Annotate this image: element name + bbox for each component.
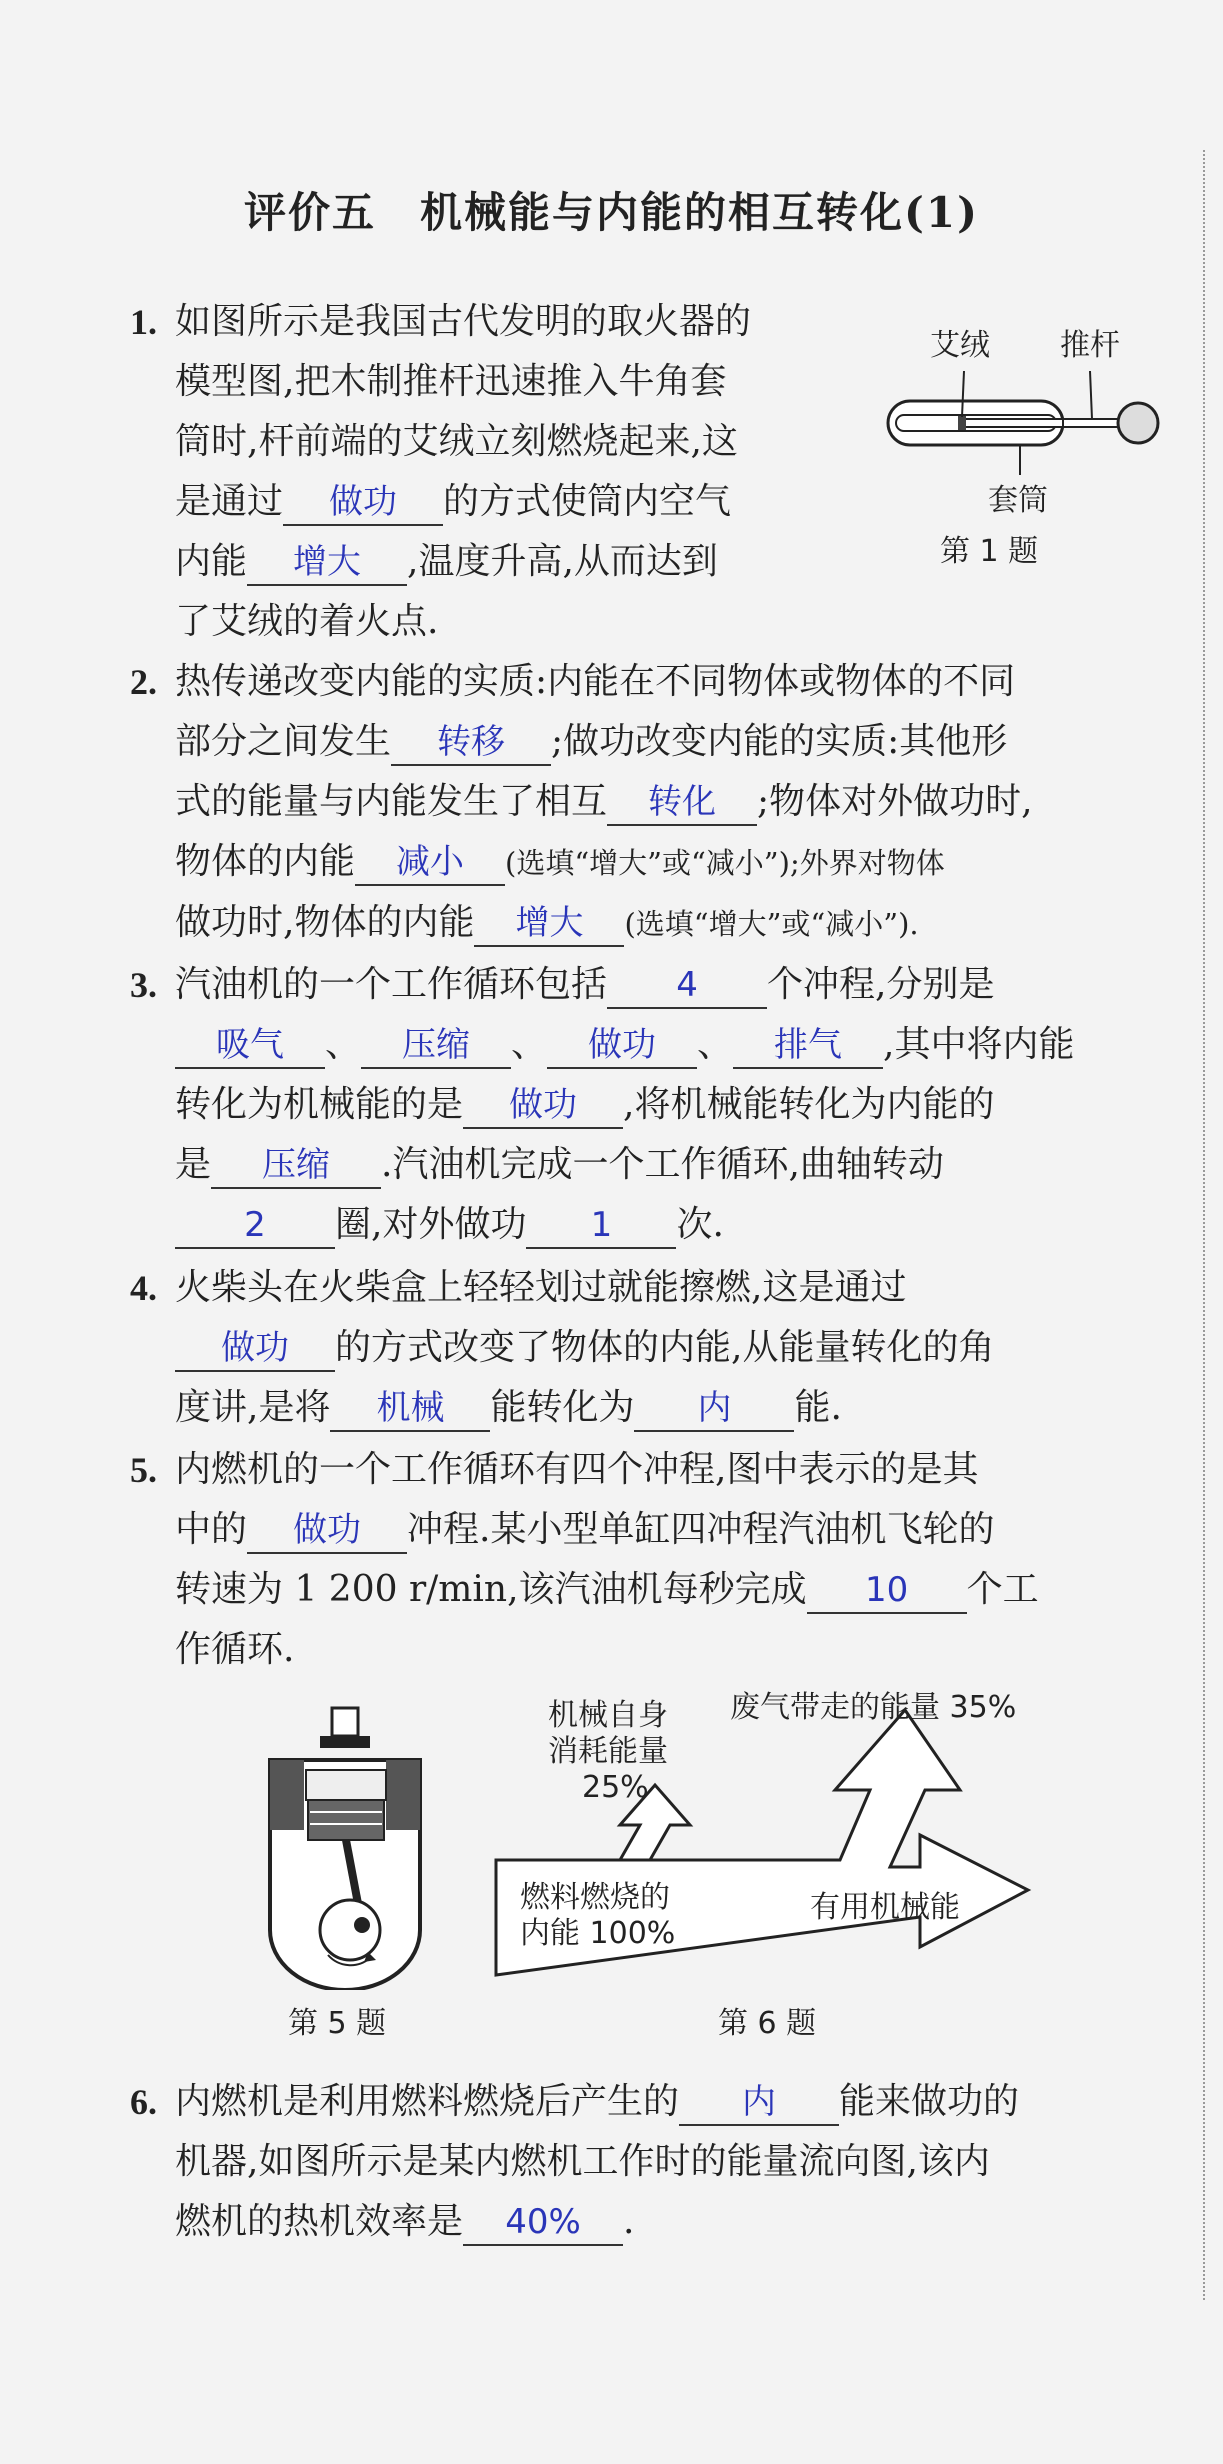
q4-text: 能转化为 — [490, 1387, 635, 1428]
question-number: 2. — [130, 662, 157, 702]
label-mech-loss-3: 25% — [582, 1770, 649, 1805]
question-5 — [130, 1440, 1150, 1680]
page-edge-dotted-line — [1203, 150, 1205, 2300]
answer-blank: 压缩 — [211, 1143, 381, 1189]
q2-text: (选填“增大”或“减小”). — [624, 907, 919, 941]
answer-blank: 做功 — [247, 1508, 407, 1554]
q3-line-2 — [175, 1015, 1150, 1075]
answer-blank: 压缩 — [361, 1023, 511, 1069]
q1-text: 内能 — [175, 541, 248, 582]
q3-text: ,其中将内能 — [883, 1024, 1075, 1065]
label-fuel-1: 燃料燃烧的 — [520, 1880, 670, 1915]
answer-blank: 10 — [807, 1568, 967, 1614]
q3-text: ,将机械能转化为内能的 — [623, 1084, 995, 1125]
q2-line-1: 热传递改变内能的实质:内能在不同物体或物体的不同 — [175, 661, 1016, 702]
question-number: 4. — [130, 1268, 157, 1308]
q2-text: 物体的内能 — [175, 841, 356, 882]
q3-text: 、 — [511, 1024, 548, 1065]
fire-piston-diagram — [870, 305, 1170, 585]
q2-text: (选填“增大”或“减小”);外界对物体 — [505, 846, 945, 880]
question-3 — [130, 955, 1150, 1255]
question-number: 1. — [130, 302, 157, 342]
answer-blank: 内 — [679, 2080, 839, 2126]
q5-text: 中的 — [175, 1509, 248, 1550]
q1-line-2: 模型图,把木制推杆迅速推入牛角套 — [175, 361, 727, 402]
q4-text: 度讲,是将 — [175, 1387, 331, 1428]
q3-text: 个冲程,分别是 — [767, 964, 995, 1005]
q3-line-3 — [175, 1075, 1150, 1135]
answer-blank: 4 — [607, 963, 767, 1009]
question-2 — [130, 652, 1150, 954]
q5-text: 转速为 1 200 r/min,该汽油机每秒完成 — [175, 1569, 807, 1610]
q3-text: 、 — [697, 1024, 734, 1065]
label-mech-loss-1: 机械自身 — [548, 1698, 668, 1733]
q5-line-2 — [175, 1500, 1150, 1560]
label-airong: 艾绒 — [930, 328, 990, 363]
q2-text: 做功时,物体的内能 — [175, 902, 475, 943]
answer-blank: 1 — [526, 1203, 676, 1249]
q2-line-3 — [175, 772, 1150, 832]
answer-blank: 排气 — [733, 1023, 883, 1069]
figure-1-caption: 第 1 题 — [940, 534, 1039, 569]
q4-text: 能. — [794, 1387, 842, 1428]
q5-text: 冲程.某小型单缸四冲程汽油机飞轮的 — [407, 1509, 995, 1550]
figure-5-engine — [250, 1700, 450, 1990]
q1-line-5 — [175, 532, 795, 592]
figure-6-energy-flow — [490, 1685, 1050, 1985]
q3-text: 次. — [676, 1204, 724, 1245]
q5-line-1: 内燃机的一个工作循环有四个冲程,图中表示的是其 — [175, 1449, 979, 1490]
q3-text: 是 — [175, 1144, 212, 1185]
q2-text: 式的能量与内能发生了相互 — [175, 781, 608, 822]
figure-6-caption: 第 6 题 — [718, 2006, 817, 2041]
question-6 — [130, 2072, 1150, 2252]
label-mech-loss-2: 消耗能量 — [548, 1734, 668, 1769]
answer-blank: 转移 — [391, 720, 551, 766]
question-1 — [130, 292, 795, 652]
q6-line-2: 机器,如图所示是某内燃机工作时的能量流向图,该内 — [175, 2141, 990, 2182]
figure-5-caption: 第 5 题 — [288, 2006, 387, 2041]
q3-text: .汽油机完成一个工作循环,曲轴转动 — [381, 1144, 944, 1185]
q1-text: 是通过 — [175, 481, 284, 522]
q2-line-2 — [175, 712, 1150, 772]
answer-blank: 40% — [463, 2200, 623, 2246]
figure-1-fire-piston — [870, 305, 1170, 585]
q2-text: ;做功改变内能的实质:其他形 — [551, 721, 1008, 762]
answer-blank: 减小 — [355, 840, 505, 886]
q3-line-5 — [175, 1195, 1150, 1255]
q5-line-3 — [175, 1560, 1150, 1620]
q1-text: ,温度升高,从而达到 — [407, 541, 718, 582]
q6-text: 燃机的热机效率是 — [175, 2201, 464, 2242]
answer-blank: 2 — [175, 1203, 335, 1249]
q2-text: ;物体对外做功时, — [757, 781, 1033, 822]
q5-text: 个工 — [966, 1569, 1039, 1610]
energy-flow-diagram — [490, 1685, 1050, 1985]
question-number: 6. — [130, 2082, 157, 2122]
answer-blank: 做功 — [547, 1023, 697, 1069]
q6-line-1 — [175, 2072, 1150, 2132]
q2-text: 部分之间发生 — [175, 721, 392, 762]
q3-text: 、 — [325, 1024, 362, 1065]
answer-blank: 内 — [634, 1386, 794, 1432]
q1-line-4 — [175, 472, 795, 532]
q4-line-2 — [175, 1318, 1150, 1378]
q3-text: 转化为机械能的是 — [175, 1084, 464, 1125]
label-taotong: 套筒 — [988, 483, 1048, 518]
q4-line-1: 火柴头在火柴盒上轻轻划过就能擦燃,这是通过 — [175, 1267, 907, 1308]
answer-blank: 做功 — [283, 480, 443, 526]
answer-blank: 转化 — [607, 780, 757, 826]
q6-text: . — [623, 2201, 635, 2242]
q6-line-3 — [175, 2192, 1150, 2252]
q1-text: 的方式使筒内空气 — [443, 481, 732, 522]
answer-blank: 做功 — [463, 1083, 623, 1129]
q5-line-4: 作循环. — [175, 1629, 295, 1670]
label-useful-energy: 有用机械能 — [810, 1890, 960, 1925]
question-number: 5. — [130, 1450, 157, 1490]
q3-line-4 — [175, 1135, 1150, 1195]
answer-blank: 增大 — [247, 540, 407, 586]
q6-text: 内燃机是利用燃料燃烧后产生的 — [175, 2081, 680, 2122]
question-number: 3. — [130, 965, 157, 1005]
answer-blank: 吸气 — [175, 1023, 325, 1069]
q1-line-3: 筒时,杆前端的艾绒立刻燃烧起来,这 — [175, 421, 738, 462]
answer-blank: 机械 — [330, 1386, 490, 1432]
label-fuel-2: 内能 100% — [520, 1916, 676, 1951]
page-title: 评价五 机械能与内能的相互转化(1) — [244, 188, 979, 237]
label-exhaust-energy: 废气带走的能量 35% — [730, 1690, 1017, 1725]
q2-line-4 — [175, 832, 1150, 893]
question-4 — [130, 1258, 1150, 1438]
q3-text: 圈,对外做功 — [335, 1204, 527, 1245]
q4-line-3 — [175, 1378, 1150, 1438]
q4-text: 的方式改变了物体的内能,从能量转化的角 — [335, 1327, 995, 1368]
engine-cylinder-diagram — [250, 1700, 450, 1990]
label-tuigan: 推杆 — [1060, 328, 1120, 363]
q2-line-5 — [175, 893, 1150, 954]
q3-line-1 — [175, 955, 1150, 1015]
q6-text: 能来做功的 — [839, 2081, 1020, 2122]
q3-text: 汽油机的一个工作循环包括 — [175, 964, 608, 1005]
q1-line-6: 了艾绒的着火点. — [175, 601, 439, 642]
answer-blank: 增大 — [474, 901, 624, 947]
answer-blank: 做功 — [175, 1326, 335, 1372]
q1-line-1: 如图所示是我国古代发明的取火器的 — [175, 301, 752, 342]
